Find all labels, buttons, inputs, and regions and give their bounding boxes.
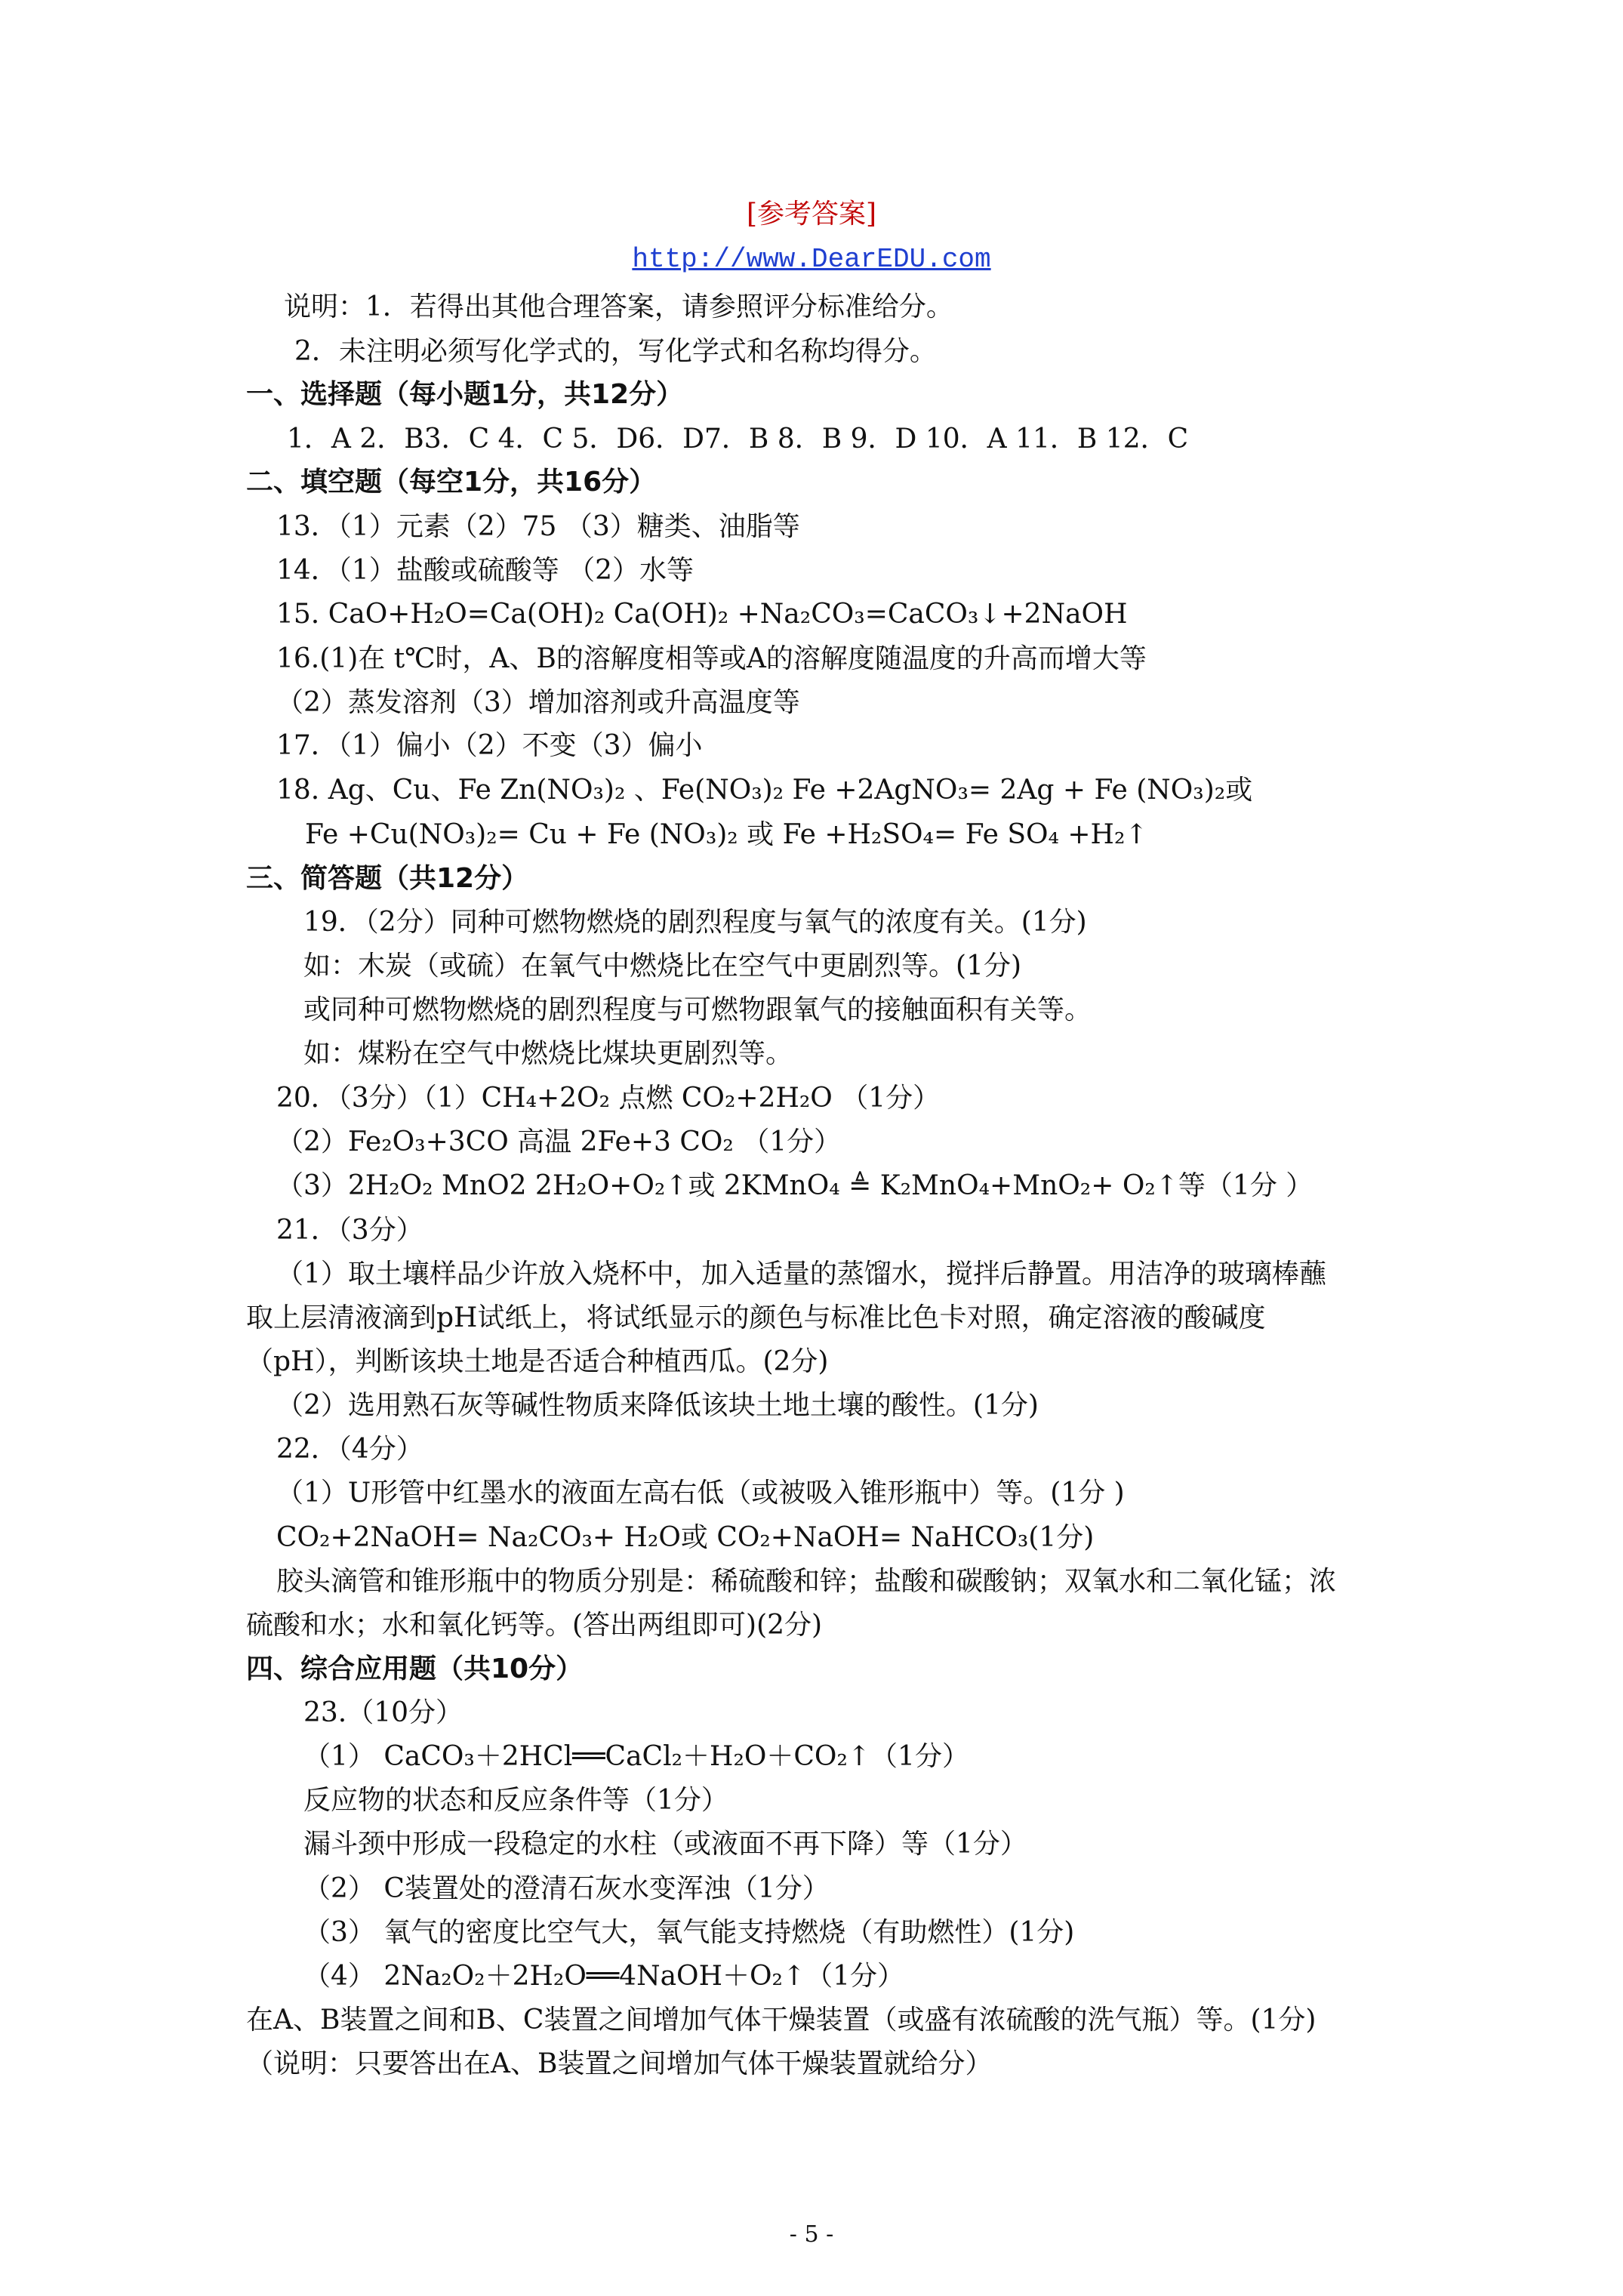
section-heading: 一、选择题（每小题1分，共12分） — [246, 379, 684, 410]
answer-line: 取上层清液滴到pH试纸上，将试纸显示的颜色与标准比色卡对照，确定溶液的酸碱度 — [246, 1302, 1266, 1333]
answer-line: （2）Fe₂O₃+3CO 高温 2Fe+3 CO₂ （1分） — [276, 1126, 842, 1157]
answer-line: 硫酸和水；水和氧化钙等。(答出两组即可)(2分) — [246, 1610, 823, 1641]
answer-line: （1）取土壤样品少许放入烧杯中，加入适量的蒸馏水，搅拌后静置。用洁净的玻璃棒蘸 — [276, 1259, 1326, 1290]
answer-line: （2）蒸发溶剂（3）增加溶剂或升高温度等 — [276, 687, 800, 718]
section-heading: 四、综合应用题（共10分） — [246, 1653, 584, 1684]
answer-line: 如：煤粉在空气中燃烧比煤块更剧烈等。 — [303, 1038, 793, 1069]
answer-line: （3）2H₂O₂ MnO2 2H₂O+O₂↑或 2KMnO₄ ≜ K₂MnO₄+MnO₂+ O₂↑等（1分 ） — [276, 1170, 1313, 1201]
answer-line: 1．A 2．B3．C 4．C 5．D6．D7．B 8．B 9．D 10．A 11．B 12．C — [287, 424, 1189, 455]
answer-line: 如：木炭（或硫）在氧气中燃烧比在空气中更剧烈等。(1分) — [303, 951, 1021, 982]
answer-line: 23.（10分） — [303, 1697, 463, 1728]
answer-line: 19．（2分）同种可燃物燃烧的剧烈程度与氧气的浓度有关。(1分) — [303, 907, 1087, 938]
answer-line: 18. Ag、Cu、Fe Zn(NO₃)₂ 、Fe(NO₃)₂ Fe +2AgNO₃= 2Ag + Fe (NO₃)₂或 — [276, 775, 1253, 806]
answer-line: 13．（1）元素（2）75 （3）糖类、油脂等 — [276, 511, 800, 542]
page-title: [参考答案] — [746, 199, 877, 230]
answer-line: 反应物的状态和反应条件等（1分） — [303, 1785, 728, 1816]
answer-line: 在A、B装置之间和B、C装置之间增加气体干燥装置（或盛有浓硫酸的洗气瓶）等。(1分) — [246, 2005, 1317, 2036]
answer-line: 17．（1）偏小（2）不变（3）偏小 — [276, 730, 703, 761]
answer-line: 漏斗颈中形成一段稳定的水柱（或液面不再下降）等（1分） — [303, 1829, 1027, 1860]
answer-line: 16.(1)在 t℃时，A、B的溶解度相等或A的溶解度随温度的升高而增大等 — [276, 643, 1147, 674]
answer-line: 胶头滴管和锥形瓶中的物质分别是：稀硫酸和锌；盐酸和碳酸钠；双氧水和二氧化锰；浓 — [276, 1566, 1337, 1597]
answer-line: 22．（4分） — [276, 1434, 423, 1465]
answer-line: （pH），判断该块土地是否适合种植西瓜。(2分) — [246, 1346, 829, 1377]
answer-line: （1） CaCO₃＋2HCl══CaCl₂＋H₂O＋CO₂↑（1分） — [303, 1741, 969, 1772]
answer-line: （说明：只要答出在A、B装置之间增加气体干燥装置就给分） — [246, 2048, 993, 2079]
page-number: - 5 - — [789, 2221, 834, 2248]
answer-line: 20．（3分）（1）CH₄+2O₂ 点燃 CO₂+2H₂O （1分） — [276, 1083, 941, 1114]
answer-line: 或同种可燃物燃烧的剧烈程度与可燃物跟氧气的接触面积有关等。 — [303, 994, 1092, 1025]
section-heading: 三、简答题（共12分） — [246, 863, 529, 894]
answer-line: 21．（3分） — [276, 1215, 423, 1246]
answer-line: （2）选用熟石灰等碱性物质来降低该块土地土壤的酸性。(1分) — [276, 1390, 1039, 1421]
answer-line: （3） 氧气的密度比空气大，氧气能支持燃烧（有助燃性）(1分) — [303, 1917, 1075, 1948]
answer-line: （4） 2Na₂O₂＋2H₂O══4NaOH＋O₂↑（1分） — [303, 1961, 904, 1992]
answer-line: CO₂+2NaOH= Na₂CO₃+ H₂O或 CO₂+NaOH= NaHCO₃(1分) — [276, 1522, 1095, 1553]
answer-line: （1）U形管中红墨水的液面左高右低（或被吸入锥形瓶中）等。(1分 ) — [276, 1478, 1125, 1509]
source-link[interactable]: http://www.DearEDU.com — [632, 244, 991, 275]
answer-line: 15. CaO+H₂O=Ca(OH)₂ Ca(OH)₂ +Na₂CO₃=CaCO₃↓+2NaOH — [276, 599, 1128, 630]
section-heading: 二、填空题（每空1分，共16分） — [246, 467, 657, 498]
answer-line: 14．（1）盐酸或硫酸等 （2）水等 — [276, 555, 694, 586]
answer-line: 2．未注明必须写化学式的，写化学式和名称均得分。 — [294, 336, 937, 367]
answer-line: 说明：1．若得出其他合理答案，请参照评分标准给分。 — [284, 291, 953, 322]
answer-line: （2） C装置处的澄清石灰水变浑浊（1分） — [303, 1873, 830, 1904]
answer-line: Fe +Cu(NO₃)₂= Cu + Fe (NO₃)₂ 或 Fe +H₂SO₄= Fe SO₄ +H₂↑ — [305, 819, 1148, 850]
